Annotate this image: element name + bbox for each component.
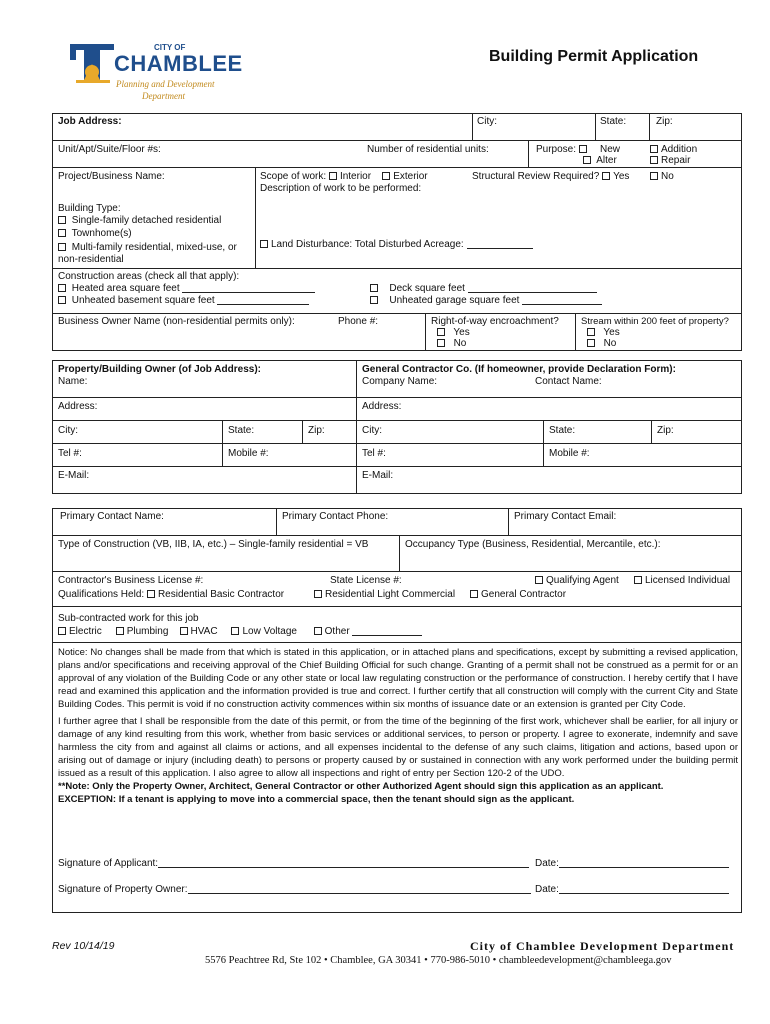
stream-no-option: No — [587, 338, 616, 350]
construction-type-label: Type of Construction (VB, IIB, IA, etc.) – Single-family residential = VB — [58, 539, 369, 550]
general-contractor-checkbox[interactable] — [470, 590, 478, 598]
other-checkbox[interactable] — [314, 627, 322, 635]
tenant-exception: EXCEPTION: If a tenant is applying to move into a commercial space, then the tenant should sign as the applicant. — [58, 794, 575, 805]
bt-single-checkbox[interactable] — [58, 216, 66, 224]
owner-email-label: E-Mail: — [58, 470, 90, 481]
bt-single-option: Single-family detached residential — [58, 215, 221, 227]
gc-zip-label: Zip: — [657, 425, 674, 436]
structural-no-option: No — [650, 171, 674, 183]
applicant-date-field[interactable] — [559, 858, 729, 868]
heated-area: Heated area square feet — [58, 283, 315, 295]
purpose-new-label: New — [600, 144, 621, 155]
notice-text — [58, 646, 738, 806]
notice-paragraph-1: Notice: No changes shall be made from that which is stated in this application, or in attached plans and specifications, except by submitting a revised application, plans and/or specifications and receiving approval of the Chief Building Official for such change. Granting of a permit shall not be construed as a permit for or an approval of any violation of the Building Code or any other state or local law regulating construction or the performance of construction. I hereby certify that I have read and examined this application and the information provided is true and correct. I further certify that all construction will comply with the current City and State Building Codes. This permit is void if no construction activity commences within six months of issuance date or an extension is granted per City Code. — [58, 647, 738, 710]
business-owner-label: Business Owner Name (non-residential permits only): — [58, 316, 295, 327]
scope-of-work: Scope of work: Interior Exterior — [260, 171, 428, 182]
unheated-basement-field[interactable] — [217, 295, 309, 305]
plumbing-checkbox[interactable] — [116, 627, 124, 635]
purpose-alter-option: Alter — [583, 155, 617, 167]
primary-email-label: Primary Contact Email: — [514, 511, 617, 522]
owner-date-field[interactable] — [559, 884, 729, 894]
unheated-basement-checkbox[interactable] — [58, 296, 66, 304]
unheated-garage: Unheated garage square feet — [370, 295, 602, 307]
bt-nonres-label: non-residential — [58, 254, 124, 265]
applicant-note: **Note: Only the Property Owner, Architect, General Contractor or other Authorized Agent should sign this application as an applicant. — [58, 781, 664, 792]
logo-tagline-2: Department — [142, 91, 185, 101]
job-state-label: State: — [600, 116, 627, 127]
licensed-individual-checkbox[interactable] — [634, 576, 642, 584]
heated-checkbox[interactable] — [58, 284, 66, 292]
unit-label: Unit/Apt/Suite/Floor #s: — [58, 144, 161, 155]
licensed-individual-option: Licensed Individual — [634, 575, 730, 587]
owner-date-row: Date: — [535, 884, 729, 896]
construction-areas-label: Construction areas (check all that apply): — [58, 271, 240, 282]
electric-checkbox[interactable] — [58, 627, 66, 635]
gc-company-label: Company Name: — [362, 376, 438, 387]
deck-checkbox[interactable] — [370, 284, 378, 292]
row-yes-checkbox[interactable] — [437, 328, 445, 336]
res-basic-checkbox[interactable] — [147, 590, 155, 598]
applicant-signature-row: Signature of Applicant: — [58, 858, 529, 870]
owner-signature-row: Signature of Property Owner: — [58, 884, 531, 896]
applicant-signature-field[interactable] — [158, 858, 529, 868]
num-units-label: Number of residential units: — [367, 144, 489, 155]
bt-town-checkbox[interactable] — [58, 229, 66, 237]
phone-label: Phone #: — [338, 316, 379, 327]
structural-review: Structural Review Required? Yes — [472, 171, 630, 182]
hvac-checkbox[interactable] — [180, 627, 188, 635]
purpose-addition-checkbox[interactable] — [650, 145, 658, 153]
purpose-new-checkbox[interactable] — [579, 145, 587, 153]
scope-interior-checkbox[interactable] — [329, 172, 337, 180]
stream-label: Stream within 200 feet of property? — [581, 316, 729, 327]
purpose-addition-option: Addition — [650, 144, 697, 156]
gc-tel-label: Tel #: — [362, 448, 386, 459]
purpose-repair-checkbox[interactable] — [650, 156, 658, 164]
owner-mobile-label: Mobile #: — [228, 448, 269, 459]
owner-city-label: City: — [58, 425, 78, 436]
page-title: Building Permit Application — [489, 48, 699, 65]
gc-email-label: E-Mail: — [362, 470, 394, 481]
description-label: Description of work to be performed: — [260, 183, 422, 194]
notice-paragraph-2: I further agree that I shall be responsible from the date of this permit, or from the time of the beginning of the first work, whichever shall be earlier, for all injury or damage of any kind resulting from this work, whether from basic services or additional services, to person or property. I agree to exonerate, indemnify and save harmless the city from and against all claims or actions, and all expenses incidental to the defense of any such claims, litigation and actions, based upon or arising out of damage or injury (including death) to persons or property caused by or sustained in connection with any work performed under the building permit issued as a result of this application. I also agree to allow all inspections and right of entry per Section 120-2 of the UDO. — [58, 716, 738, 779]
owner-address-label: Address: — [58, 401, 98, 412]
logo-tagline-1: Planning and Development — [116, 79, 215, 89]
unheated-garage-field[interactable] — [522, 295, 602, 305]
row-no-checkbox[interactable] — [437, 339, 445, 347]
subcontract-options: Electric Plumbing HVAC Low Voltage Other — [58, 626, 422, 638]
logo-city-of: CITY OF — [154, 43, 186, 52]
low-voltage-checkbox[interactable] — [231, 627, 239, 635]
heated-field[interactable] — [182, 283, 315, 293]
general-contractor-option: General Contractor — [470, 589, 566, 601]
deck-area: Deck square feet — [370, 283, 597, 295]
applicant-date-row: Date: — [535, 858, 729, 870]
qualifying-agent-checkbox[interactable] — [535, 576, 543, 584]
other-field[interactable] — [352, 626, 422, 636]
qualifications-row: Qualifications Held: Residential Basic Contractor — [58, 589, 285, 600]
land-disturbance: Land Disturbance: Total Disturbed Acreage: — [260, 239, 533, 251]
city-logo — [68, 40, 243, 108]
project-name-label: Project/Business Name: — [58, 171, 165, 182]
row-no-option: No — [437, 338, 466, 350]
contractor-license-label: Contractor's Business License #: — [58, 575, 204, 586]
res-light-option: Residential Light Commercial — [314, 589, 455, 601]
stream-no-checkbox[interactable] — [587, 339, 595, 347]
acreage-field[interactable] — [467, 239, 533, 249]
primary-phone-label: Primary Contact Phone: — [282, 511, 389, 522]
row-encroach-label: Right-of-way encroachment? — [431, 316, 559, 327]
job-address-label: Job Address: — [58, 116, 122, 127]
building-type-label: Building Type: — [58, 203, 121, 214]
qualifying-agent-option: Qualifying Agent — [535, 575, 619, 587]
deck-field[interactable] — [468, 283, 597, 293]
gc-city-label: City: — [362, 425, 382, 436]
owner-title: Property/Building Owner (of Job Address): — [58, 364, 261, 375]
revision-date: Rev 10/14/19 — [52, 940, 115, 952]
stream-yes-checkbox[interactable] — [587, 328, 595, 336]
gc-state-label: State: — [549, 425, 576, 436]
job-city-label: City: — [477, 116, 497, 127]
unheated-garage-checkbox[interactable] — [370, 296, 378, 304]
owner-name-label: Name: — [58, 376, 88, 387]
purpose-alter-checkbox[interactable] — [583, 156, 591, 164]
gc-mobile-label: Mobile #: — [549, 448, 590, 459]
stream-yes-option: Yes — [587, 327, 620, 339]
structural-no-checkbox[interactable] — [650, 172, 658, 180]
bt-town-option: Townhome(s) — [58, 228, 132, 240]
land-disturbance-checkbox[interactable] — [260, 240, 268, 248]
unheated-basement: Unheated basement square feet — [58, 295, 309, 307]
footer-department: City of Chamblee Development Department — [470, 939, 735, 953]
gc-address-label: Address: — [362, 401, 402, 412]
state-license-label: State License #: — [330, 575, 402, 586]
footer-address: 5576 Peachtree Rd, Ste 102 • Chamblee, GA 30341 • 770-986-5010 • chambleedevelopment@chambleega.gov — [205, 955, 672, 966]
owner-zip-label: Zip: — [308, 425, 325, 436]
owner-tel-label: Tel #: — [58, 448, 82, 459]
job-zip-label: Zip: — [656, 116, 673, 127]
row-yes-option: Yes — [437, 327, 470, 339]
purpose-label: Purpose: — [536, 144, 590, 156]
scope-exterior-checkbox[interactable] — [382, 172, 390, 180]
primary-name-label: Primary Contact Name: — [60, 511, 164, 522]
owner-signature-field[interactable] — [188, 884, 531, 894]
res-light-checkbox[interactable] — [314, 590, 322, 598]
gc-title: General Contractor Co. (If homeowner, provide Declaration Form): — [362, 364, 676, 375]
gc-contact-label: Contact Name: — [535, 376, 602, 387]
purpose-repair-option: Repair — [650, 155, 690, 167]
owner-state-label: State: — [228, 425, 255, 436]
occupancy-type-label: Occupancy Type (Business, Residential, Mercantile, etc.): — [405, 539, 661, 550]
bt-multi-option: Multi-family residential, mixed-use, or — [58, 242, 237, 254]
chamblee-logo-icon — [68, 42, 118, 86]
logo-chamblee: CHAMBLEE — [114, 51, 243, 76]
bt-multi-checkbox[interactable] — [58, 243, 66, 251]
structural-yes-checkbox[interactable] — [602, 172, 610, 180]
subcontracted-label: Sub-contracted work for this job — [58, 613, 199, 624]
